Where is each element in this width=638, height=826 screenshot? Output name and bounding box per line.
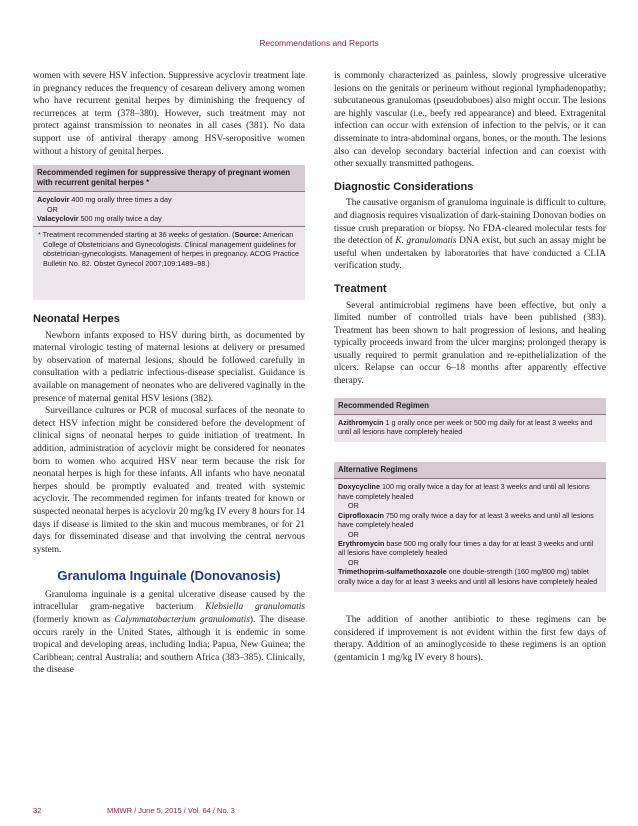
drug-dose: 750 mg orally twice a day for at least 3 weeks and until all lesions have completely healed [338,510,594,530]
drug-dose: one double-strength (160 mg/800 mg) tablet orally twice a day for at least 3 weeks and until all lesions have completely healed [338,567,598,586]
drug-name: Trimethoprim-sulfamethoxazole [338,567,447,577]
running-head: Recommendations and Reports [259,38,379,48]
box-body [334,415,606,443]
paragraph: Newborn infants exposed to HSV during birth, as documented by maternal virologic testing of maternal lesions at delivery or presumed by observation of maternal lesions, should be followed carefully in consultation with a pediatric infectious-disease specialist. Guidance is available on management of neonates who are delivered vaginally in the presence of maternal genital HSV lesions (382). [33,330,305,404]
drug-name: Valacyclovir [37,213,79,223]
alternative-regimens-box [334,462,606,591]
drug-name: Azithromycin [338,417,384,427]
left-column [33,70,305,677]
drug-dose: 400 mg orally three times a day [69,195,172,205]
list-item [338,539,602,558]
page-number: 32 [33,806,42,815]
list-item [338,511,602,530]
box-footnote [33,226,305,300]
or-label: OR [348,557,359,567]
paragraph [334,197,606,273]
section-heading: Granuloma Inguinale (Donovanosis) [57,568,281,584]
footnote-source: Source: [234,230,262,240]
or-label: OR [47,204,58,214]
species-name: Calymmatobacterium granulomatis [114,615,250,626]
recommended-regimen-box [334,398,606,443]
or-label: OR [348,529,359,539]
section-heading: Neonatal Herpes [33,313,120,325]
box-title: Recommended Regimen [334,398,606,415]
box-body [334,479,606,591]
footnote-prefix: * Treatment recommended starting at 36 weeks of gestation. ( [38,230,235,240]
drug-dose: 1 g orally once per week or 500 mg daily for at least 3 weeks and until all lesions have completely healed [338,417,593,437]
paragraph: The addition of another antibiotic to these regimens can be considered if improvement is not evident within the first few days of therapy. Addition of an aminoglycoside to these regimens is an option (gentamicin 1 mg/kg IV every 8 hours). [334,614,606,663]
list-item [338,567,602,586]
journal-citation: MMWR / June 5, 2015 / Vol. 64 / No. 3 [107,806,235,815]
suppressive-regimen-box [33,165,305,300]
drug-name: Ciprofloxacin [338,510,384,520]
box-body [33,192,305,226]
box-title: Alternative Regimens [334,462,606,479]
species-name: K. granulomatis [395,236,457,247]
paragraph: women with severe HSV infection. Suppressive acyclovir treatment late in pregnancy reduces the frequency of cesarean delivery among women who have recurrent genital herpes by diminishing the frequency of recurrences at term (378–380). However, such treatment may not protect against transmission to neonates in all cases (381). No data support use of antiviral therapy among HSV-seropositive women without a history of genital herpes. [33,71,305,157]
drug-dose: 100 mg orally twice a day for at least 3 weeks and until all lesions have completely healed [338,482,590,501]
text-run: DNA exist, but such an assay might be useful when undertaken by laboratories that have conducted a CLIA verification study. [334,236,607,272]
drug-name: Erythromycin [338,538,385,548]
paragraph: is commonly characterized as painless, slowly progressive ulcerative lesions on the genitals or perineum without regional lymphadenopathy; subcutaneous granulomas (pseudobuboes) also might occur. The lesions are highly vascular (i.e., beefy red appearance) and bleed. Extragenital infection can occur with extension of infection to the pelvis, or it can disseminate to intra-abdominal organs, bones, or the mouth. The lesions also can develop secondary bacterial infection and can coexist with other sexually transmitted pathogens. [334,71,606,170]
list-item [338,482,602,501]
paragraph: Surveillance cultures or PCR of mucosal surfaces of the neonate to detect HSV infection might be considered before the development of clinical signs of neonatal herpes to guide initiation of treatment. In addition, administration of acyclovir might be considered for neonates born to women who acquired HSV near term because the risk for neonatal herpes is high for these infants. All infants who have neonatal herpes should be promptly evaluated and treated with systemic acyclovir. The recommended regimen for infants treated for known or suspected neonatal herpes is acyclovir 20 mg/kg IV every 8 hours for 14 days if disease is limited to the skin and mucous membranes, or for 21 days for disseminated disease and that involving the central nervous system. [33,406,305,555]
drug-dose: base 500 mg orally four times a day for at least 3 weeks and until all lesions have completely healed [338,538,594,558]
right-column [334,70,606,664]
drug-name: Acyclovir [37,195,70,205]
text-run: (formerly known as [33,615,115,626]
section-heading: Treatment [334,282,387,295]
text-run: ). The disease occurs rarely in the United States, although it is endemic in some tropical and developing areas, including India; Papua, New Guinea; the Caribbean; central Australia; and southern Africa (383–385). Clinically, the disease [33,615,305,676]
paragraph [33,589,305,677]
box-title: Recommended regimen for suppressive therapy of pregnant women with recurrent genital herpes * [33,165,305,192]
or-label: OR [348,501,359,511]
drug-dose: 500 mg orally twice a day [78,213,162,223]
text-run: The causative organism of granuloma inguinale is difficult to culture, and diagnosis requires visualization of dark-staining Donovan bodies on tissue crush preparation or biopsy. No FDA-cleared molecular tests for the detection of [334,198,607,247]
drug-name: Doxycycline [338,482,380,492]
section-heading: Diagnostic Considerations [334,180,474,193]
footnote-text: American College of Obstetricians and Gynecologists. Clinical management guidelines for obstetrician-gynecologists. Management of herpes in pregnancy. ACOG Practice Bulletin No. 82. Obstet Gynecol 2007;109:1489–98.) [43,230,299,268]
text-run: Granuloma inguinale is a genital ulcerative disease caused by the intracellular gram-negative bacterium [33,589,305,613]
paragraph: Several antimicrobial regimens have been effective, but only a limited number of controlled trials have been published (383). Treatment has been shown to halt progression of lesions, and healing typically proceeds inward from the ulcer margins; prolonged therapy is usually required to permit granulation and re-epithelialization of the ulcers. Relapse can occur 6–18 months after apparently effective therapy. [334,300,606,387]
species-name: Klebsiella granulomatis [205,602,305,613]
